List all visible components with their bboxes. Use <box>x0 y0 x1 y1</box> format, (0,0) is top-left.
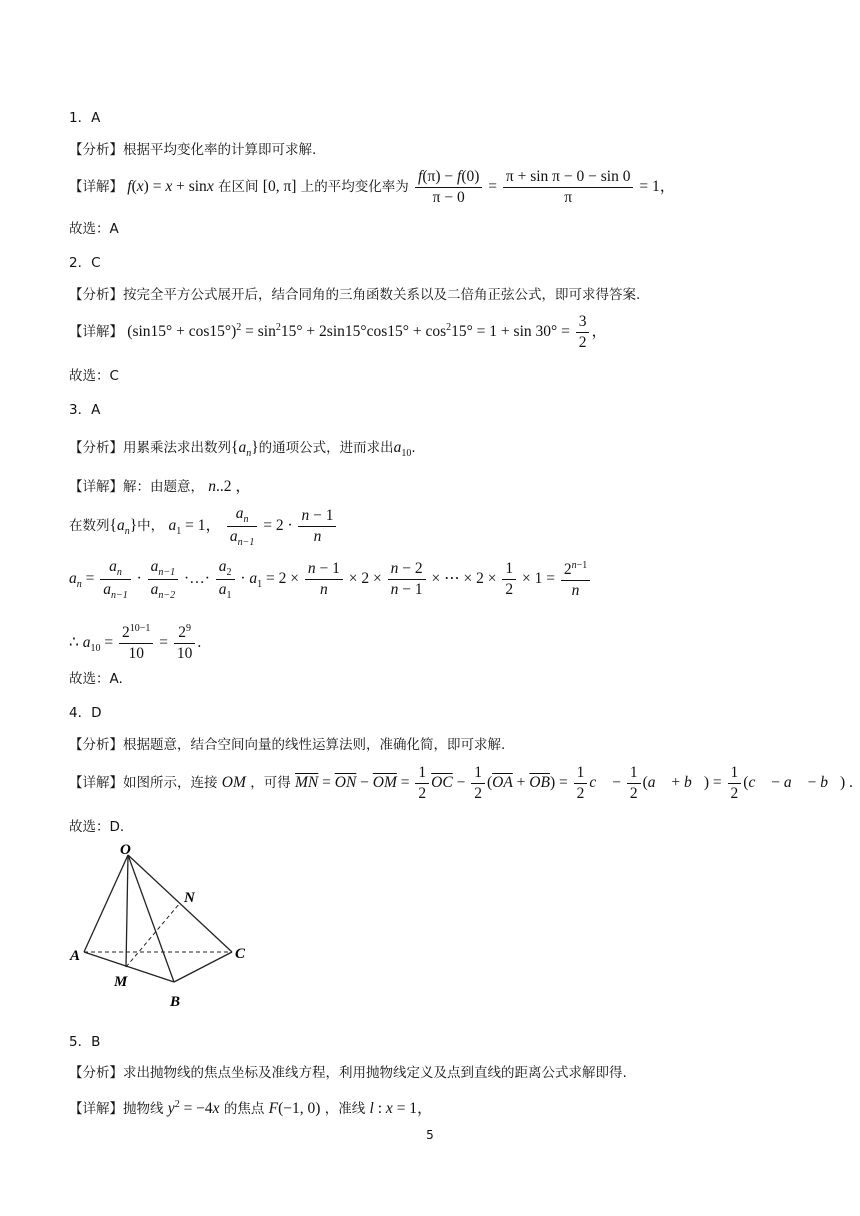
edge-oa <box>84 855 128 952</box>
q5-parabola: $y^2 = -4x$ <box>167 1098 220 1117</box>
q5-directrix: l : x = 1， <box>369 1100 433 1117</box>
q3-line2-text2: 中， <box>137 518 165 535</box>
segment-om <box>126 855 128 967</box>
q1-detail-label: 【详解】 <box>69 179 123 196</box>
q4-answer: 故选：D. <box>69 819 125 835</box>
q1-detail <box>69 168 675 207</box>
q3-result-formula: ∴ $a_{10}$ = $\frac{2^{10-1}}{10}$ = $\frac{2^9}{10}$ . <box>69 623 202 663</box>
q5-number: 5．B <box>69 1034 101 1050</box>
label-n: N <box>184 890 195 906</box>
q4-om: OM <box>221 774 246 792</box>
q3-analysis-text2: 的通项公式，进而求出 <box>258 440 394 456</box>
label-m: M <box>114 974 128 990</box>
q3-number: 3．A <box>69 402 101 418</box>
q4-detail <box>69 764 853 803</box>
q2-detail <box>69 313 607 352</box>
q3-detail-label: 【详解】解：由题意， <box>69 479 204 495</box>
q4-vector-formula: $\overline{MN} = \overline{ON} - \overline{OM}$ = $\frac{1}{2}$ $\overline{OC}$ − $\frac{1}{2}$ $(\overline{OA} + \overline{OB})$ = $\frac{1}{2}$ c⃗ − $\frac{1}{2}$ (a⃗ + b⃗) = $\frac{1}{2}$ (c⃗ − a⃗ − b⃗) . <box>295 764 853 802</box>
q4-detail-label: 【详解】如图所示，连接 <box>69 775 218 792</box>
q5-detail-label: 【详解】抛物线 <box>69 1101 164 1117</box>
q1-analysis: 【分析】根据平均变化率的计算即可求解. <box>69 142 317 158</box>
q3-product <box>69 558 592 601</box>
q1-answer: 故选：A <box>69 221 119 237</box>
q3-line2 <box>69 505 338 548</box>
q5-detail-text2: ，准线 <box>324 1101 366 1117</box>
label-c: C <box>235 946 246 962</box>
edge-bc <box>174 952 232 982</box>
label-a: A <box>70 948 81 964</box>
q1-detail-text1: 在区间 <box>218 179 259 196</box>
q5-analysis: 【分析】求出抛物线的焦点坐标及准线方程，利用抛物线定义及点到直线的距离公式求解即得. <box>69 1065 627 1081</box>
q3-line2-text1: 在数列 <box>69 518 110 535</box>
q2-formula: $(\sin 15^\circ + \cos 15^\circ)^2 = \sin^215^\circ + 2\sin 15^\circ\cos 15^\circ + \cos^215^\circ = 1 + \sin 30^\circ$ = $\frac{3}{2}$ ， <box>127 313 607 351</box>
q3-analysis: 【分析】用累乘法求出数列$\{a_n\}$的通项公式，进而求出$a_{10}$. <box>69 439 416 460</box>
q4-detail-mid: ，可得 <box>250 775 291 792</box>
q1-interval: [0, π] <box>262 178 297 196</box>
q5-focus: F(−1, 0) <box>268 1100 321 1117</box>
edge-ab <box>84 952 174 982</box>
q1-formula: $\frac{f(\pi) - f(0)}{\pi - 0}$ = $\frac{\text{π + sin π − 0 − sin 0}}{\pi}$ = 1， <box>413 178 675 195</box>
segment-mn-dashed <box>126 903 180 967</box>
q3-answer: 故选：A. <box>69 671 123 687</box>
page-number: 5 <box>426 1128 434 1142</box>
label-b: B <box>170 994 181 1010</box>
q3-result <box>69 623 201 663</box>
q2-detail-label: 【详解】 <box>69 324 123 341</box>
q3-a10: $a_{10}$ <box>393 439 412 460</box>
q2-answer: 故选：C <box>69 368 119 384</box>
q2-analysis: 【分析】按完全平方公式展开后，结合同角的三角函数关系以及二倍角正弦公式，即可求得答案. <box>69 287 641 303</box>
q2-number: 2．C <box>69 255 101 271</box>
q3-product-formula: $a_n$ = $\frac{a_n}{a_{n-1}}$ · $\frac{a_{n-1}}{a_{n-2}}$ ·…· $\frac{a_2}{a_1}$ · $a_1 = 2$ × $\frac{n - 1}{n}$ × 2 × $\frac{n - 2}{n - 1}$ × ⋯ × 2 × $\frac{1}{2}$ × 1 = $\frac{2^{n-1}}{n}$ <box>69 570 592 587</box>
q3-sequence: $\{a_n\}$ <box>231 439 259 460</box>
label-o: O <box>120 842 131 858</box>
q5-detail <box>69 1096 433 1118</box>
q3-sequence-2: $\{a_n\}$ <box>109 517 138 538</box>
q3-analysis-text1: 【分析】用累乘法求出数列 <box>69 440 231 456</box>
tetrahedron-figure <box>66 840 266 1015</box>
edge-oc <box>128 855 232 952</box>
q4-analysis: 【分析】根据题意，结合空间向量的线性运算法则，准确化简，即可求解. <box>69 737 506 753</box>
q3-detail <box>69 474 251 496</box>
q3-condition: n..2 ， <box>208 478 251 495</box>
q1-detail-text2: 上的平均变化率为 <box>300 179 409 196</box>
q5-detail-text1: 的焦点 <box>223 1101 265 1117</box>
q1-number: 1．A <box>69 110 101 126</box>
q4-number: 4．D <box>69 705 102 721</box>
q1-function: f(x) = x + sinx <box>127 178 214 196</box>
q3-recurrence: $a_1 = 1$， $\frac{a_n}{a_{n-1}}$ = 2 · $\frac{n - 1}{n}$ <box>168 517 338 534</box>
